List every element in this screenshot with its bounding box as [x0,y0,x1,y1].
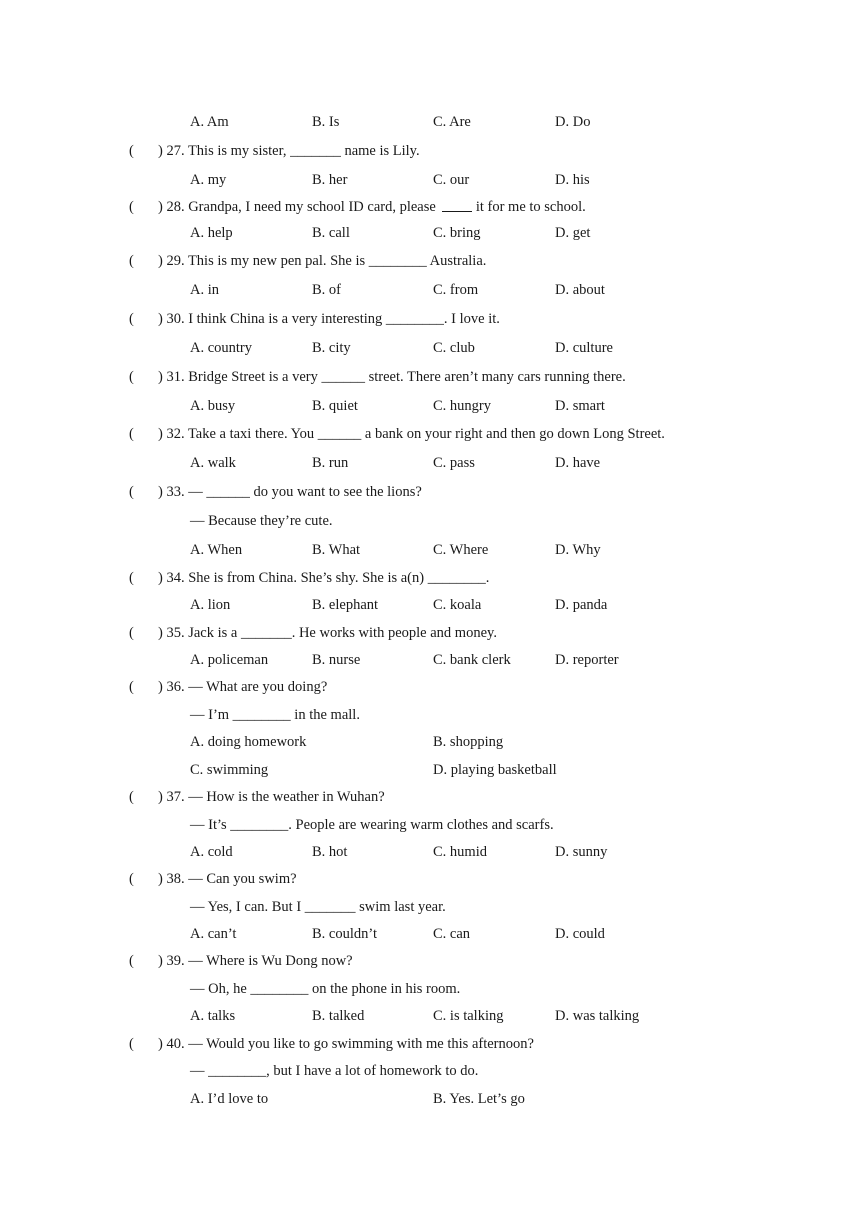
q40-reply [0,1061,860,1081]
option-b: B. run [312,455,349,471]
answer-paren: ( [129,1036,134,1052]
q32-options [0,453,860,473]
q36-reply [0,705,860,725]
option-c: C. bank clerk [433,652,511,668]
option-a: A. country [190,340,253,356]
q30-options [0,338,860,358]
option-b: B. elephant [312,597,379,613]
q33-options [0,540,860,560]
question-stem: ) 27. This is my sister, _______ name is Lily. [158,143,420,159]
question-stem: ) 36. — What are you doing? [158,679,328,695]
option-a: A. talks [190,1008,236,1024]
question-34 [0,568,860,588]
option-d: D. about [555,282,605,298]
option-b: B. Is [312,114,340,130]
option-c: C. from [433,282,479,298]
option-b: B. Yes. Let’s go [433,1091,525,1107]
option-a: A. lion [190,597,231,613]
option-a: A. cold [190,844,233,860]
q37-reply [0,815,860,835]
option-b: B. city [312,340,351,356]
option-b: B. quiet [312,398,358,414]
option-b: B. of [312,282,341,298]
answer-paren: ( [129,871,134,887]
question-stem: ) 33. — ______ do you want to see the lions? [158,484,422,500]
question-39 [0,951,860,971]
option-b: B. shopping [433,734,504,750]
option-a: A. busy [190,398,236,414]
option-c: C. swimming [190,762,269,778]
option-c: C. is talking [433,1008,504,1024]
option-a: A. can’t [190,926,237,942]
option-a: A. I’d love to [190,1091,269,1107]
question-stem: ) 30. I think China is a very interesting ________. I love it. [158,311,500,327]
option-d: D. playing basketball [433,762,557,778]
option-a: A. walk [190,455,236,471]
dialogue-reply: — I’m ________ in the mall. [190,707,360,723]
question-30 [0,309,860,329]
option-d: D. panda [555,597,608,613]
answer-paren: ( [129,625,134,641]
option-c: C. koala [433,597,482,613]
option-d: D. sunny [555,844,608,860]
q31-options [0,396,860,416]
question-stem: ) 38. — Can you swim? [158,871,297,887]
question-stem: ) 32. Take a taxi there. You ______ a bank on your right and then go down Long Street. [158,426,665,442]
option-c: C. pass [433,455,475,471]
option-d: D. was talking [555,1008,640,1024]
answer-paren: ( [129,143,134,159]
answer-paren: ( [129,253,134,269]
option-b: B. talked [312,1008,365,1024]
q33-reply [0,511,860,531]
dialogue-reply: — Because they’re cute. [190,513,333,529]
q38-options [0,924,860,944]
question-stem [158,197,586,217]
dialogue-reply: — ________, but I have a lot of homework to do. [190,1063,479,1079]
stem-part-2: it for me to school. [475,199,586,215]
answer-paren: ( [129,311,134,327]
question-stem: ) 31. Bridge Street is a very ______ street. There aren’t many cars running there. [158,369,626,385]
question-28 [0,197,860,217]
dialogue-reply: — It’s ________. People are wearing warm clothes and scarfs. [190,817,554,833]
option-b: B. What [312,542,361,558]
question-stem: ) 34. She is from China. She’s shy. She is a(n) ________. [158,570,490,586]
option-c: C. Are [433,114,471,130]
option-d: D. get [555,225,591,241]
option-d: D. culture [555,340,613,356]
question-stem: ) 40. — Would you like to go swimming with me this afternoon? [158,1036,534,1052]
option-b: B. her [312,172,348,188]
answer-paren: ( [129,953,134,969]
q38-reply [0,897,860,917]
q28-options [0,223,860,243]
question-27 [0,141,860,161]
option-b: B. call [312,225,350,241]
q37-options [0,842,860,862]
answer-paren: ( [129,679,134,695]
q39-reply [0,979,860,999]
question-37 [0,787,860,807]
option-d: D. smart [555,398,605,414]
q27-options [0,170,860,190]
option-d: D. his [555,172,590,188]
option-c: C. our [433,172,470,188]
question-35 [0,623,860,643]
option-b: B. couldn’t [312,926,377,942]
option-c: C. hungry [433,398,491,414]
answer-paren: ( [129,426,134,442]
q26-options [0,112,860,132]
option-a: A. help [190,225,233,241]
option-a: A. policeman [190,652,269,668]
option-d: D. could [555,926,605,942]
answer-paren: ( [129,570,134,586]
option-d: D. have [555,455,601,471]
stem-part-1: ) 28. Grandpa, I need my school ID card, please [158,199,436,215]
answer-blank [442,197,472,212]
question-stem: ) 29. This is my new pen pal. She is ________ Australia. [158,253,487,269]
option-c: C. Where [433,542,489,558]
option-c: C. bring [433,225,481,241]
question-33 [0,482,860,502]
answer-paren: ( [129,789,134,805]
q35-options [0,650,860,670]
answer-paren: ( [129,484,134,500]
option-b: B. nurse [312,652,361,668]
option-c: C. humid [433,844,487,860]
option-c: C. can [433,926,471,942]
question-stem: ) 37. — How is the weather in Wuhan? [158,789,385,805]
option-b: B. hot [312,844,348,860]
question-31 [0,367,860,387]
option-a: A. doing homework [190,734,307,750]
dialogue-reply: — Oh, he ________ on the phone in his room. [190,981,461,997]
option-a: A. When [190,542,243,558]
q34-options [0,595,860,615]
option-c: C. club [433,340,475,356]
q39-options [0,1006,860,1026]
q29-options [0,280,860,300]
dialogue-reply: — Yes, I can. But I _______ swim last year. [190,899,446,915]
option-d: D. Do [555,114,591,130]
q40-options [0,1089,860,1109]
answer-paren: ( [129,199,134,215]
question-40 [0,1034,860,1054]
question-29 [0,251,860,271]
option-a: A. in [190,282,219,298]
q36-options-row-1 [0,732,860,752]
answer-paren: ( [129,369,134,385]
question-stem: ) 35. Jack is a _______. He works with people and money. [158,625,497,641]
option-d: D. Why [555,542,601,558]
question-38 [0,869,860,889]
option-a: A. my [190,172,227,188]
question-36 [0,677,860,697]
question-32 [0,424,860,444]
option-a: A. Am [190,114,229,130]
question-stem: ) 39. — Where is Wu Dong now? [158,953,353,969]
q36-options-row-2 [0,760,860,780]
option-d: D. reporter [555,652,619,668]
